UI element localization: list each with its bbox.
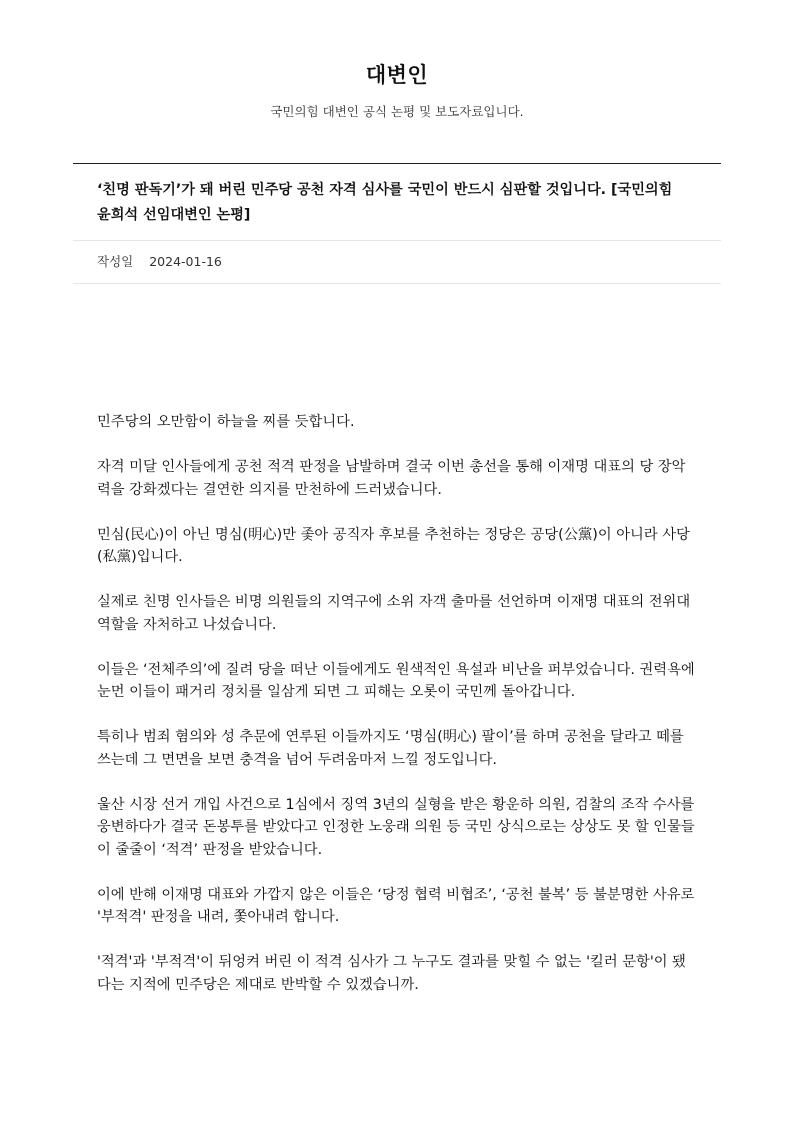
paragraph: 자격 미달 인사들에게 공천 적격 판정을 남발하며 결국 이번 총선을 통해 이재명 대표의 당 장악력을 강화겠다는 결연한 의지를 만천하에 드러냈습니다. (97, 459, 686, 498)
page-subtitle: 국민의힘 대변인 공식 논평 및 보도자료입니다. (270, 104, 524, 119)
article-meta (97, 252, 222, 272)
paragraph: 이에 반해 이재명 대표와 가깝지 않은 이들은 ‘당정 협력 비협조’, ‘공천 불복’ 등 불분명한 사유로 '부적격' 판정을 내려, 쫓아내려 합니다. (97, 886, 695, 925)
header-divider (73, 163, 721, 164)
paragraph: 이들은 ‘전체주의’에 질려 당을 떠난 이들에게도 원색적인 욕설과 비난을 퍼부었습니다. 권력욕에 눈먼 이들이 패거리 정치를 일삼게 되면 그 피해는 오롯이 국민께 돌아갑니다. (97, 661, 695, 700)
paragraph: '적격'과 '부적격'이 뒤엉켜 버린 이 적격 심사가 그 누구도 결과를 맞힐 수 없는 '킬러 문항'이 됐다는 지적에 민주당은 제대로 반박할 수 있겠습니까. (97, 954, 686, 993)
paragraph: 울산 시장 선거 개입 사건으로 1심에서 징역 3년의 실형을 받은 황운하 의원, 검찰의 조작 수사를 웅변하다가 결국 돈봉투를 받았다고 인정한 노웅래 의원 등 국민 상식으로는 상상도 못 할 인물들이 줄줄이 ‘적격’ 판정을 받았습니다. (97, 796, 695, 858)
article-body (97, 411, 697, 1019)
date-label: 작성일 (97, 254, 134, 269)
meta-divider (73, 283, 721, 284)
date-value: 2024-01-16 (149, 254, 222, 269)
title-divider (73, 240, 721, 241)
paragraph: 특히나 범죄 혐의와 성 추문에 연루된 이들까지도 ‘명심(明心) 팔이’를 하며 공천을 달라고 떼를 쓰는데 그 면면을 보면 충격을 넘어 두려움마저 느낄 정도입니다. (97, 729, 684, 768)
article-title: ‘친명 판독기’가 돼 버린 민주당 공천 자격 심사를 국민이 반드시 심판할 것입니다. [국민의힘 윤희석 선임대변인 논평] (97, 182, 673, 223)
paragraph: 민심(民心)이 아닌 명심(明心)만 좇아 공직자 후보를 추천하는 정당은 공당(公黨)이 아니라 사당(私黨)입니다. (97, 526, 690, 565)
paragraph: 실제로 친명 인사들은 비명 의원들의 지역구에 소위 자객 출마를 선언하며 이재명 대표의 전위대 역할을 자처하고 나섰습니다. (97, 594, 691, 633)
page-title: 대변인 (365, 63, 429, 87)
paragraph: 민주당의 오만함이 하늘을 찌를 듯합니다. (97, 414, 355, 430)
